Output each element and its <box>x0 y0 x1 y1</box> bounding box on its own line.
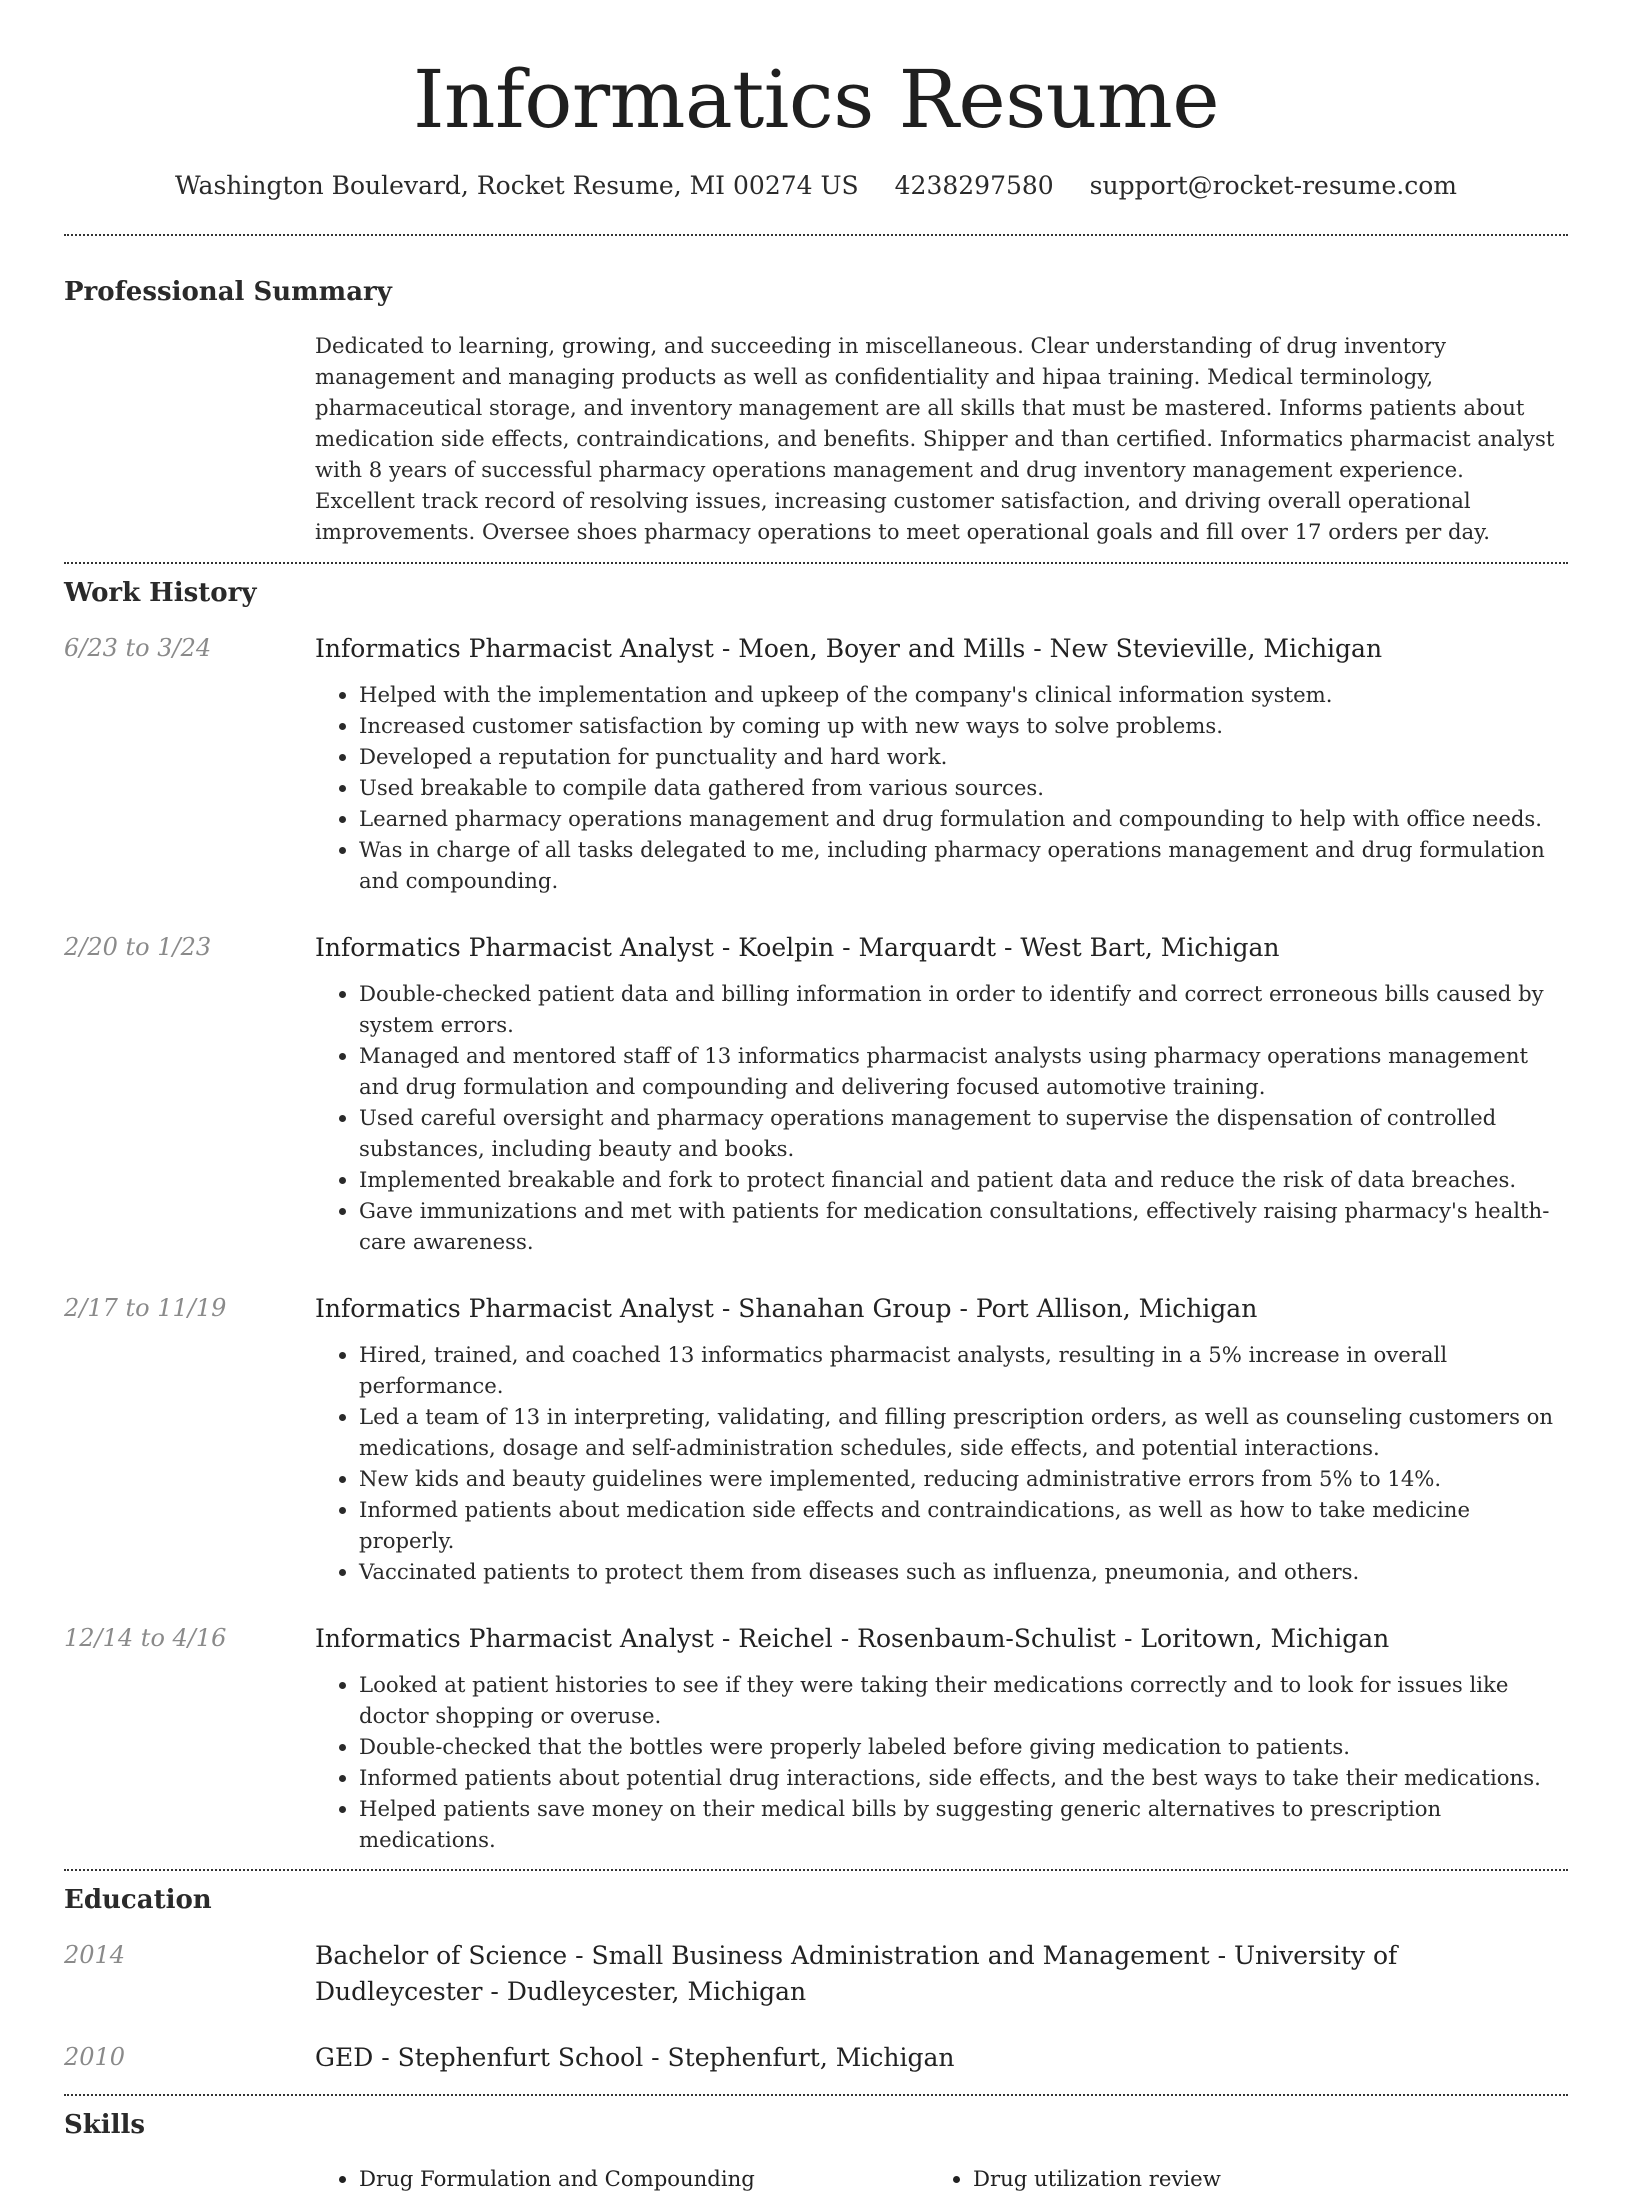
divider <box>64 562 1568 564</box>
job-bullet: • Implemented breakable and fork to protect financial and patient data and reduce the risk of data breaches. <box>359 1164 1568 1195</box>
contact-phone: 4238297580 <box>894 171 1054 200</box>
job-bullet: • Informed patients about potential drug interactions, side effects, and the best ways to take their medications. <box>359 1762 1568 1793</box>
job-bullet: • Managed and mentored staff of 13 informatics pharmacist analysts using pharmacy operations management and drug formulation and compounding and delivering focused automotive training. <box>359 1040 1568 1102</box>
job-bullet: • Hired, trained, and coached 13 informatics pharmacist analysts, resulting in a 5% increase in overall performance. <box>359 1339 1568 1401</box>
education-date: 2010 <box>64 2043 126 2071</box>
job-bullet: • Double-checked that the bottles were properly labeled before giving medication to patients. <box>359 1731 1568 1762</box>
skills-column-left <box>315 2163 929 2194</box>
contact-address: Washington Boulevard, Rocket Resume, MI 00274 US <box>175 171 859 200</box>
job-date: 6/23 to 3/24 <box>64 634 212 662</box>
contact-email: support@rocket-resume.com <box>1089 171 1457 200</box>
job-entry <box>64 930 1568 1257</box>
job-bullet: • Increased customer satisfaction by coming up with new ways to solve problems. <box>359 710 1568 741</box>
job-bullet: • Learned pharmacy operations management and drug formulation and compounding to help with office needs. <box>359 803 1568 834</box>
job-bullets <box>315 679 1568 896</box>
summary-text: Dedicated to learning, growing, and succeeding in miscellaneous. Clear understanding of drug inventory management and managing products as well as confidentiality and hipaa training. Medical terminology, pharmaceutical storage, and inventory management are all skills that must be mastered. Informs patients about medication side effects, contraindications, and benefits. Shipper and than certified. Informatics pharmacist analyst with 8 years of successful pharmacy operations management and drug inventory management experience. Excellent track record of resolving issues, increasing customer satisfaction, and driving overall operational improvements. Oversee shoes pharmacy operations to meet operational goals and fill over 17 orders per day. <box>315 333 1555 544</box>
job-bullet: • Double-checked patient data and billing information in order to identify and correct erroneous bills caused by system errors. <box>359 978 1568 1040</box>
education-heading: Bachelor of Science - Small Business Administration and Management - University of Dudleycester - Dudleycester, Michigan <box>315 1941 1398 2006</box>
education-date: 2014 <box>64 1941 126 1969</box>
section-title-work: Work History <box>64 578 257 608</box>
section-title-skills: Skills <box>64 2110 146 2140</box>
education-entry <box>64 1938 1568 2010</box>
education-heading: GED - Stephenfurt School - Stephenfurt, Michigan <box>315 2043 955 2072</box>
job-date: 2/20 to 1/23 <box>64 933 212 961</box>
section-title-education: Education <box>64 1885 212 1915</box>
divider <box>64 1869 1568 1871</box>
job-heading: Informatics Pharmacist Analyst - Reichel - Rosenbaum-Schulist - Loritown, Michigan <box>315 1624 1390 1653</box>
skills-section <box>64 2107 1568 2194</box>
resume-page <box>64 0 1568 2194</box>
skill-item: • Drug Formulation and Compounding <box>359 2163 929 2194</box>
job-bullets <box>315 1339 1568 1587</box>
skills-column-right <box>929 2163 1543 2194</box>
job-bullets <box>315 1669 1568 1855</box>
contact-line <box>64 168 1568 204</box>
job-date: 2/17 to 11/19 <box>64 1294 227 1322</box>
job-bullet: • New kids and beauty guidelines were implemented, reducing administrative errors from 5% to 14%. <box>359 1463 1568 1494</box>
job-bullet: • Vaccinated patients to protect them from diseases such as influenza, pneumonia, and others. <box>359 1556 1568 1587</box>
job-date: 12/14 to 4/16 <box>64 1624 227 1652</box>
job-heading: Informatics Pharmacist Analyst - Moen, Boyer and Mills - New Stevieville, Michigan <box>315 634 1383 663</box>
job-entry <box>64 1291 1568 1587</box>
job-bullet: • Gave immunizations and met with patients for medication consultations, effectively raising pharmacy's health-care awareness. <box>359 1195 1568 1257</box>
job-bullet: • Helped patients save money on their medical bills by suggesting generic alternatives to prescription medications. <box>359 1793 1568 1855</box>
job-bullet: • Used breakable to compile data gathered from various sources. <box>359 772 1568 803</box>
summary-section <box>64 274 1568 547</box>
job-entry <box>64 631 1568 896</box>
skill-item: • Drug utilization review <box>973 2163 1543 2194</box>
resume-title: Informatics Resume <box>412 53 1220 146</box>
skills-list <box>315 2163 1568 2194</box>
job-bullet: • Used careful oversight and pharmacy operations management to supervise the dispensation of controlled substances, including beauty and books. <box>359 1102 1568 1164</box>
job-bullet: • Was in charge of all tasks delegated to me, including pharmacy operations management and drug formulation and compounding. <box>359 834 1568 896</box>
job-bullets <box>315 978 1568 1257</box>
work-history-section <box>64 575 1568 1855</box>
job-heading: Informatics Pharmacist Analyst - Shanahan Group - Port Allison, Michigan <box>315 1294 1258 1323</box>
divider <box>64 2094 1568 2096</box>
job-bullet: • Led a team of 13 in interpreting, validating, and filling prescription orders, as well as counseling customers on medications, dosage and self-administration schedules, side effects, and potential interactions. <box>359 1401 1568 1463</box>
job-bullet: • Developed a reputation for punctuality and hard work. <box>359 741 1568 772</box>
job-bullet: • Looked at patient histories to see if they were taking their medications correctly and to look for issues like doctor shopping or overuse. <box>359 1669 1568 1731</box>
divider <box>64 234 1568 236</box>
section-title-summary: Professional Summary <box>64 277 392 307</box>
job-heading: Informatics Pharmacist Analyst - Koelpin - Marquardt - West Bart, Michigan <box>315 933 1280 962</box>
job-bullet: • Informed patients about medication side effects and contraindications, as well as how to take medicine properly. <box>359 1494 1568 1556</box>
job-entry <box>64 1621 1568 1855</box>
education-section <box>64 1882 1568 2076</box>
education-entry <box>64 2040 1568 2076</box>
job-bullet: • Helped with the implementation and upkeep of the company's clinical information system. <box>359 679 1568 710</box>
